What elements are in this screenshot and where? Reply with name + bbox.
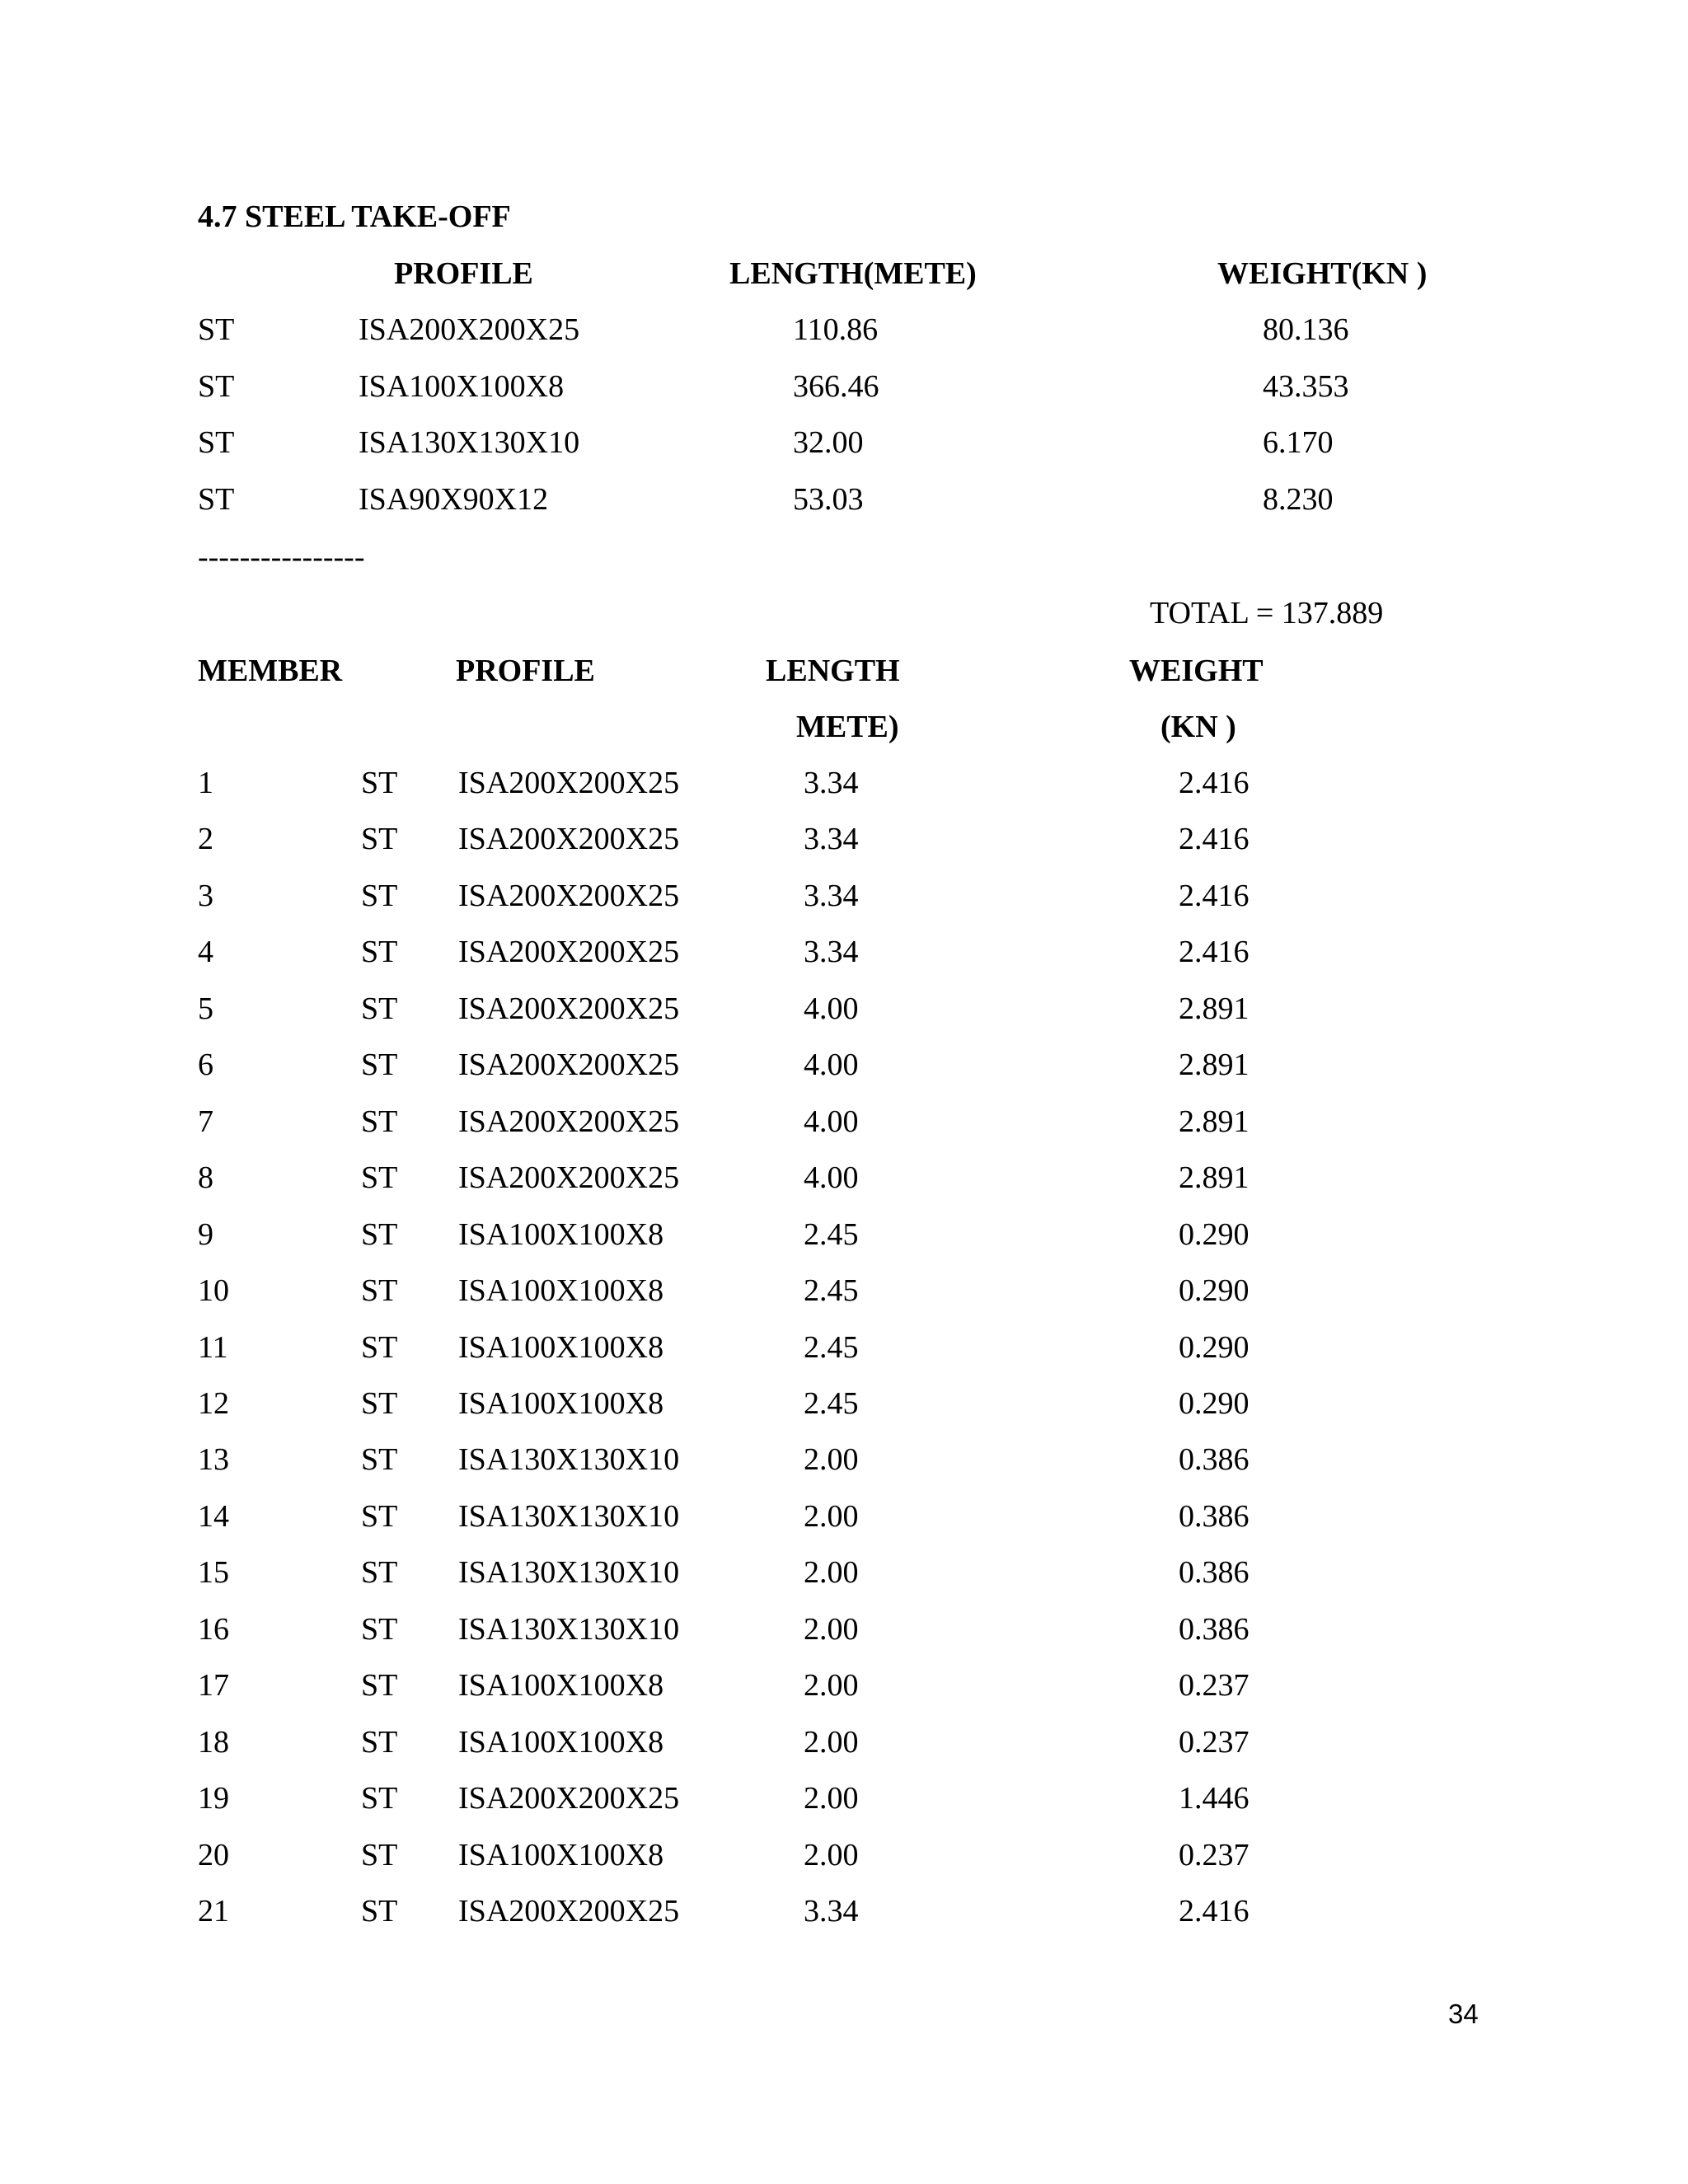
member-cell-type: ST bbox=[361, 1047, 398, 1082]
member-cell-type: ST bbox=[361, 1217, 398, 1252]
member-cell-weight: 1.446 bbox=[1179, 1781, 1250, 1816]
member-cell-length: 3.34 bbox=[804, 879, 859, 913]
summary-cell-length: 32.00 bbox=[793, 425, 864, 460]
members-header-weight: WEIGHT bbox=[1129, 654, 1264, 688]
member-cell-weight: 2.891 bbox=[1179, 1047, 1250, 1082]
member-cell-profile: ISA100X100X8 bbox=[458, 1838, 664, 1872]
member-cell-type: ST bbox=[361, 1894, 398, 1929]
member-cell-weight: 2.416 bbox=[1179, 935, 1250, 969]
members-header-length: LENGTH bbox=[766, 654, 900, 688]
member-cell-profile: ISA200X200X25 bbox=[458, 822, 680, 856]
member-cell-number: 4 bbox=[198, 935, 213, 969]
summary-cell-weight: 6.170 bbox=[1263, 425, 1334, 460]
member-cell-weight: 2.891 bbox=[1179, 1104, 1250, 1139]
summary-cell-profile: ISA100X100X8 bbox=[359, 369, 565, 404]
summary-cell-type: ST bbox=[198, 312, 235, 347]
summary-cell-profile: ISA90X90X12 bbox=[359, 482, 549, 517]
member-cell-profile: ISA100X100X8 bbox=[458, 1330, 664, 1365]
member-cell-profile: ISA100X100X8 bbox=[458, 1273, 664, 1308]
member-cell-weight: 0.237 bbox=[1179, 1725, 1250, 1760]
member-cell-length: 2.45 bbox=[804, 1330, 859, 1365]
member-cell-weight: 2.416 bbox=[1179, 879, 1250, 913]
member-cell-profile: ISA200X200X25 bbox=[458, 879, 680, 913]
member-cell-profile: ISA200X200X25 bbox=[458, 1894, 680, 1929]
member-cell-weight: 0.386 bbox=[1179, 1499, 1250, 1534]
member-cell-weight: 0.290 bbox=[1179, 1386, 1250, 1421]
member-cell-profile: ISA130X130X10 bbox=[458, 1555, 680, 1590]
member-cell-length: 3.34 bbox=[804, 935, 859, 969]
member-cell-number: 11 bbox=[198, 1330, 228, 1365]
member-cell-length: 2.45 bbox=[804, 1386, 859, 1421]
member-cell-number: 19 bbox=[198, 1781, 229, 1816]
member-cell-length: 2.45 bbox=[804, 1217, 859, 1252]
member-cell-length: 2.00 bbox=[804, 1612, 859, 1647]
member-cell-profile: ISA130X130X10 bbox=[458, 1612, 680, 1647]
summary-cell-length: 366.46 bbox=[793, 369, 879, 404]
member-cell-weight: 2.416 bbox=[1179, 766, 1250, 800]
member-cell-weight: 2.891 bbox=[1179, 1160, 1250, 1195]
member-cell-number: 20 bbox=[198, 1838, 229, 1872]
section-heading: 4.7 STEEL TAKE-OFF bbox=[198, 199, 511, 234]
members-header-weight-unit: (KN ) bbox=[1160, 710, 1236, 744]
member-cell-weight: 0.386 bbox=[1179, 1555, 1250, 1590]
member-cell-profile: ISA100X100X8 bbox=[458, 1668, 664, 1703]
member-cell-profile: ISA130X130X10 bbox=[458, 1442, 680, 1477]
member-cell-profile: ISA200X200X25 bbox=[458, 935, 680, 969]
members-header-member: MEMBER bbox=[198, 654, 343, 688]
summary-cell-length: 53.03 bbox=[793, 482, 864, 517]
member-cell-number: 15 bbox=[198, 1555, 229, 1590]
member-cell-type: ST bbox=[361, 935, 398, 969]
summary-cell-weight: 8.230 bbox=[1263, 482, 1334, 517]
member-cell-type: ST bbox=[361, 1273, 398, 1308]
member-cell-type: ST bbox=[361, 991, 398, 1026]
member-cell-length: 4.00 bbox=[804, 1104, 859, 1139]
member-cell-length: 2.00 bbox=[804, 1442, 859, 1477]
summary-header-profile: PROFILE bbox=[394, 256, 533, 291]
member-cell-length: 2.00 bbox=[804, 1781, 859, 1816]
member-cell-profile: ISA100X100X8 bbox=[458, 1217, 664, 1252]
member-cell-profile: ISA200X200X25 bbox=[458, 1104, 680, 1139]
member-cell-profile: ISA100X100X8 bbox=[458, 1725, 664, 1760]
member-cell-weight: 0.386 bbox=[1179, 1612, 1250, 1647]
total-weight: TOTAL = 137.889 bbox=[1150, 596, 1384, 630]
member-cell-number: 8 bbox=[198, 1160, 213, 1195]
member-cell-type: ST bbox=[361, 1668, 398, 1703]
members-header-length-unit: METE) bbox=[796, 710, 899, 744]
member-cell-number: 14 bbox=[198, 1499, 229, 1534]
summary-cell-profile: ISA130X130X10 bbox=[359, 425, 580, 460]
member-cell-type: ST bbox=[361, 1160, 398, 1195]
member-cell-profile: ISA200X200X25 bbox=[458, 1047, 680, 1082]
member-cell-weight: 2.891 bbox=[1179, 991, 1250, 1026]
member-cell-length: 2.00 bbox=[804, 1499, 859, 1534]
member-cell-length: 2.00 bbox=[804, 1668, 859, 1703]
member-cell-type: ST bbox=[361, 766, 398, 800]
summary-cell-weight: 80.136 bbox=[1263, 312, 1349, 347]
member-cell-weight: 0.386 bbox=[1179, 1442, 1250, 1477]
summary-cell-type: ST bbox=[198, 482, 235, 517]
member-cell-profile: ISA100X100X8 bbox=[458, 1386, 664, 1421]
member-cell-number: 12 bbox=[198, 1386, 229, 1421]
member-cell-number: 6 bbox=[198, 1047, 213, 1082]
member-cell-length: 2.00 bbox=[804, 1838, 859, 1872]
summary-cell-weight: 43.353 bbox=[1263, 369, 1349, 404]
member-cell-number: 5 bbox=[198, 991, 213, 1026]
member-cell-type: ST bbox=[361, 822, 398, 856]
summary-cell-profile: ISA200X200X25 bbox=[359, 312, 580, 347]
separator-line: ---------------- bbox=[198, 540, 365, 574]
member-cell-type: ST bbox=[361, 1104, 398, 1139]
summary-header-length: LENGTH(METE) bbox=[729, 256, 977, 291]
member-cell-weight: 2.416 bbox=[1179, 822, 1250, 856]
member-cell-profile: ISA200X200X25 bbox=[458, 1781, 680, 1816]
member-cell-weight: 2.416 bbox=[1179, 1894, 1250, 1929]
member-cell-profile: ISA200X200X25 bbox=[458, 991, 680, 1026]
member-cell-type: ST bbox=[361, 1330, 398, 1365]
member-cell-length: 3.34 bbox=[804, 766, 859, 800]
member-cell-number: 7 bbox=[198, 1104, 213, 1139]
member-cell-number: 9 bbox=[198, 1217, 213, 1252]
member-cell-weight: 0.290 bbox=[1179, 1330, 1250, 1365]
member-cell-weight: 0.237 bbox=[1179, 1838, 1250, 1872]
summary-header-weight: WEIGHT(KN ) bbox=[1217, 256, 1428, 291]
member-cell-number: 1 bbox=[198, 766, 213, 800]
member-cell-length: 3.34 bbox=[804, 1894, 859, 1929]
member-cell-type: ST bbox=[361, 1386, 398, 1421]
member-cell-number: 3 bbox=[198, 879, 213, 913]
member-cell-type: ST bbox=[361, 1442, 398, 1477]
member-cell-length: 4.00 bbox=[804, 991, 859, 1026]
summary-cell-length: 110.86 bbox=[793, 312, 879, 347]
member-cell-number: 2 bbox=[198, 822, 213, 856]
member-cell-type: ST bbox=[361, 879, 398, 913]
member-cell-length: 4.00 bbox=[804, 1160, 859, 1195]
member-cell-length: 2.00 bbox=[804, 1725, 859, 1760]
member-cell-type: ST bbox=[361, 1725, 398, 1760]
member-cell-profile: ISA200X200X25 bbox=[458, 1160, 680, 1195]
member-cell-type: ST bbox=[361, 1555, 398, 1590]
member-cell-number: 13 bbox=[198, 1442, 229, 1477]
member-cell-number: 21 bbox=[198, 1894, 229, 1929]
member-cell-length: 4.00 bbox=[804, 1047, 859, 1082]
member-cell-length: 3.34 bbox=[804, 822, 859, 856]
member-cell-number: 17 bbox=[198, 1668, 229, 1703]
member-cell-profile: ISA130X130X10 bbox=[458, 1499, 680, 1534]
member-cell-weight: 0.290 bbox=[1179, 1273, 1250, 1308]
member-cell-type: ST bbox=[361, 1838, 398, 1872]
member-cell-type: ST bbox=[361, 1781, 398, 1816]
member-cell-weight: 0.237 bbox=[1179, 1668, 1250, 1703]
member-cell-type: ST bbox=[361, 1499, 398, 1534]
members-header-profile: PROFILE bbox=[456, 654, 595, 688]
page-number: 34 bbox=[1448, 1999, 1479, 2029]
member-cell-weight: 0.290 bbox=[1179, 1217, 1250, 1252]
member-cell-length: 2.45 bbox=[804, 1273, 859, 1308]
member-cell-length: 2.00 bbox=[804, 1555, 859, 1590]
member-cell-number: 16 bbox=[198, 1612, 229, 1647]
member-cell-profile: ISA200X200X25 bbox=[458, 766, 680, 800]
member-cell-number: 18 bbox=[198, 1725, 229, 1760]
summary-cell-type: ST bbox=[198, 369, 235, 404]
summary-cell-type: ST bbox=[198, 425, 235, 460]
member-cell-number: 10 bbox=[198, 1273, 229, 1308]
member-cell-type: ST bbox=[361, 1612, 398, 1647]
